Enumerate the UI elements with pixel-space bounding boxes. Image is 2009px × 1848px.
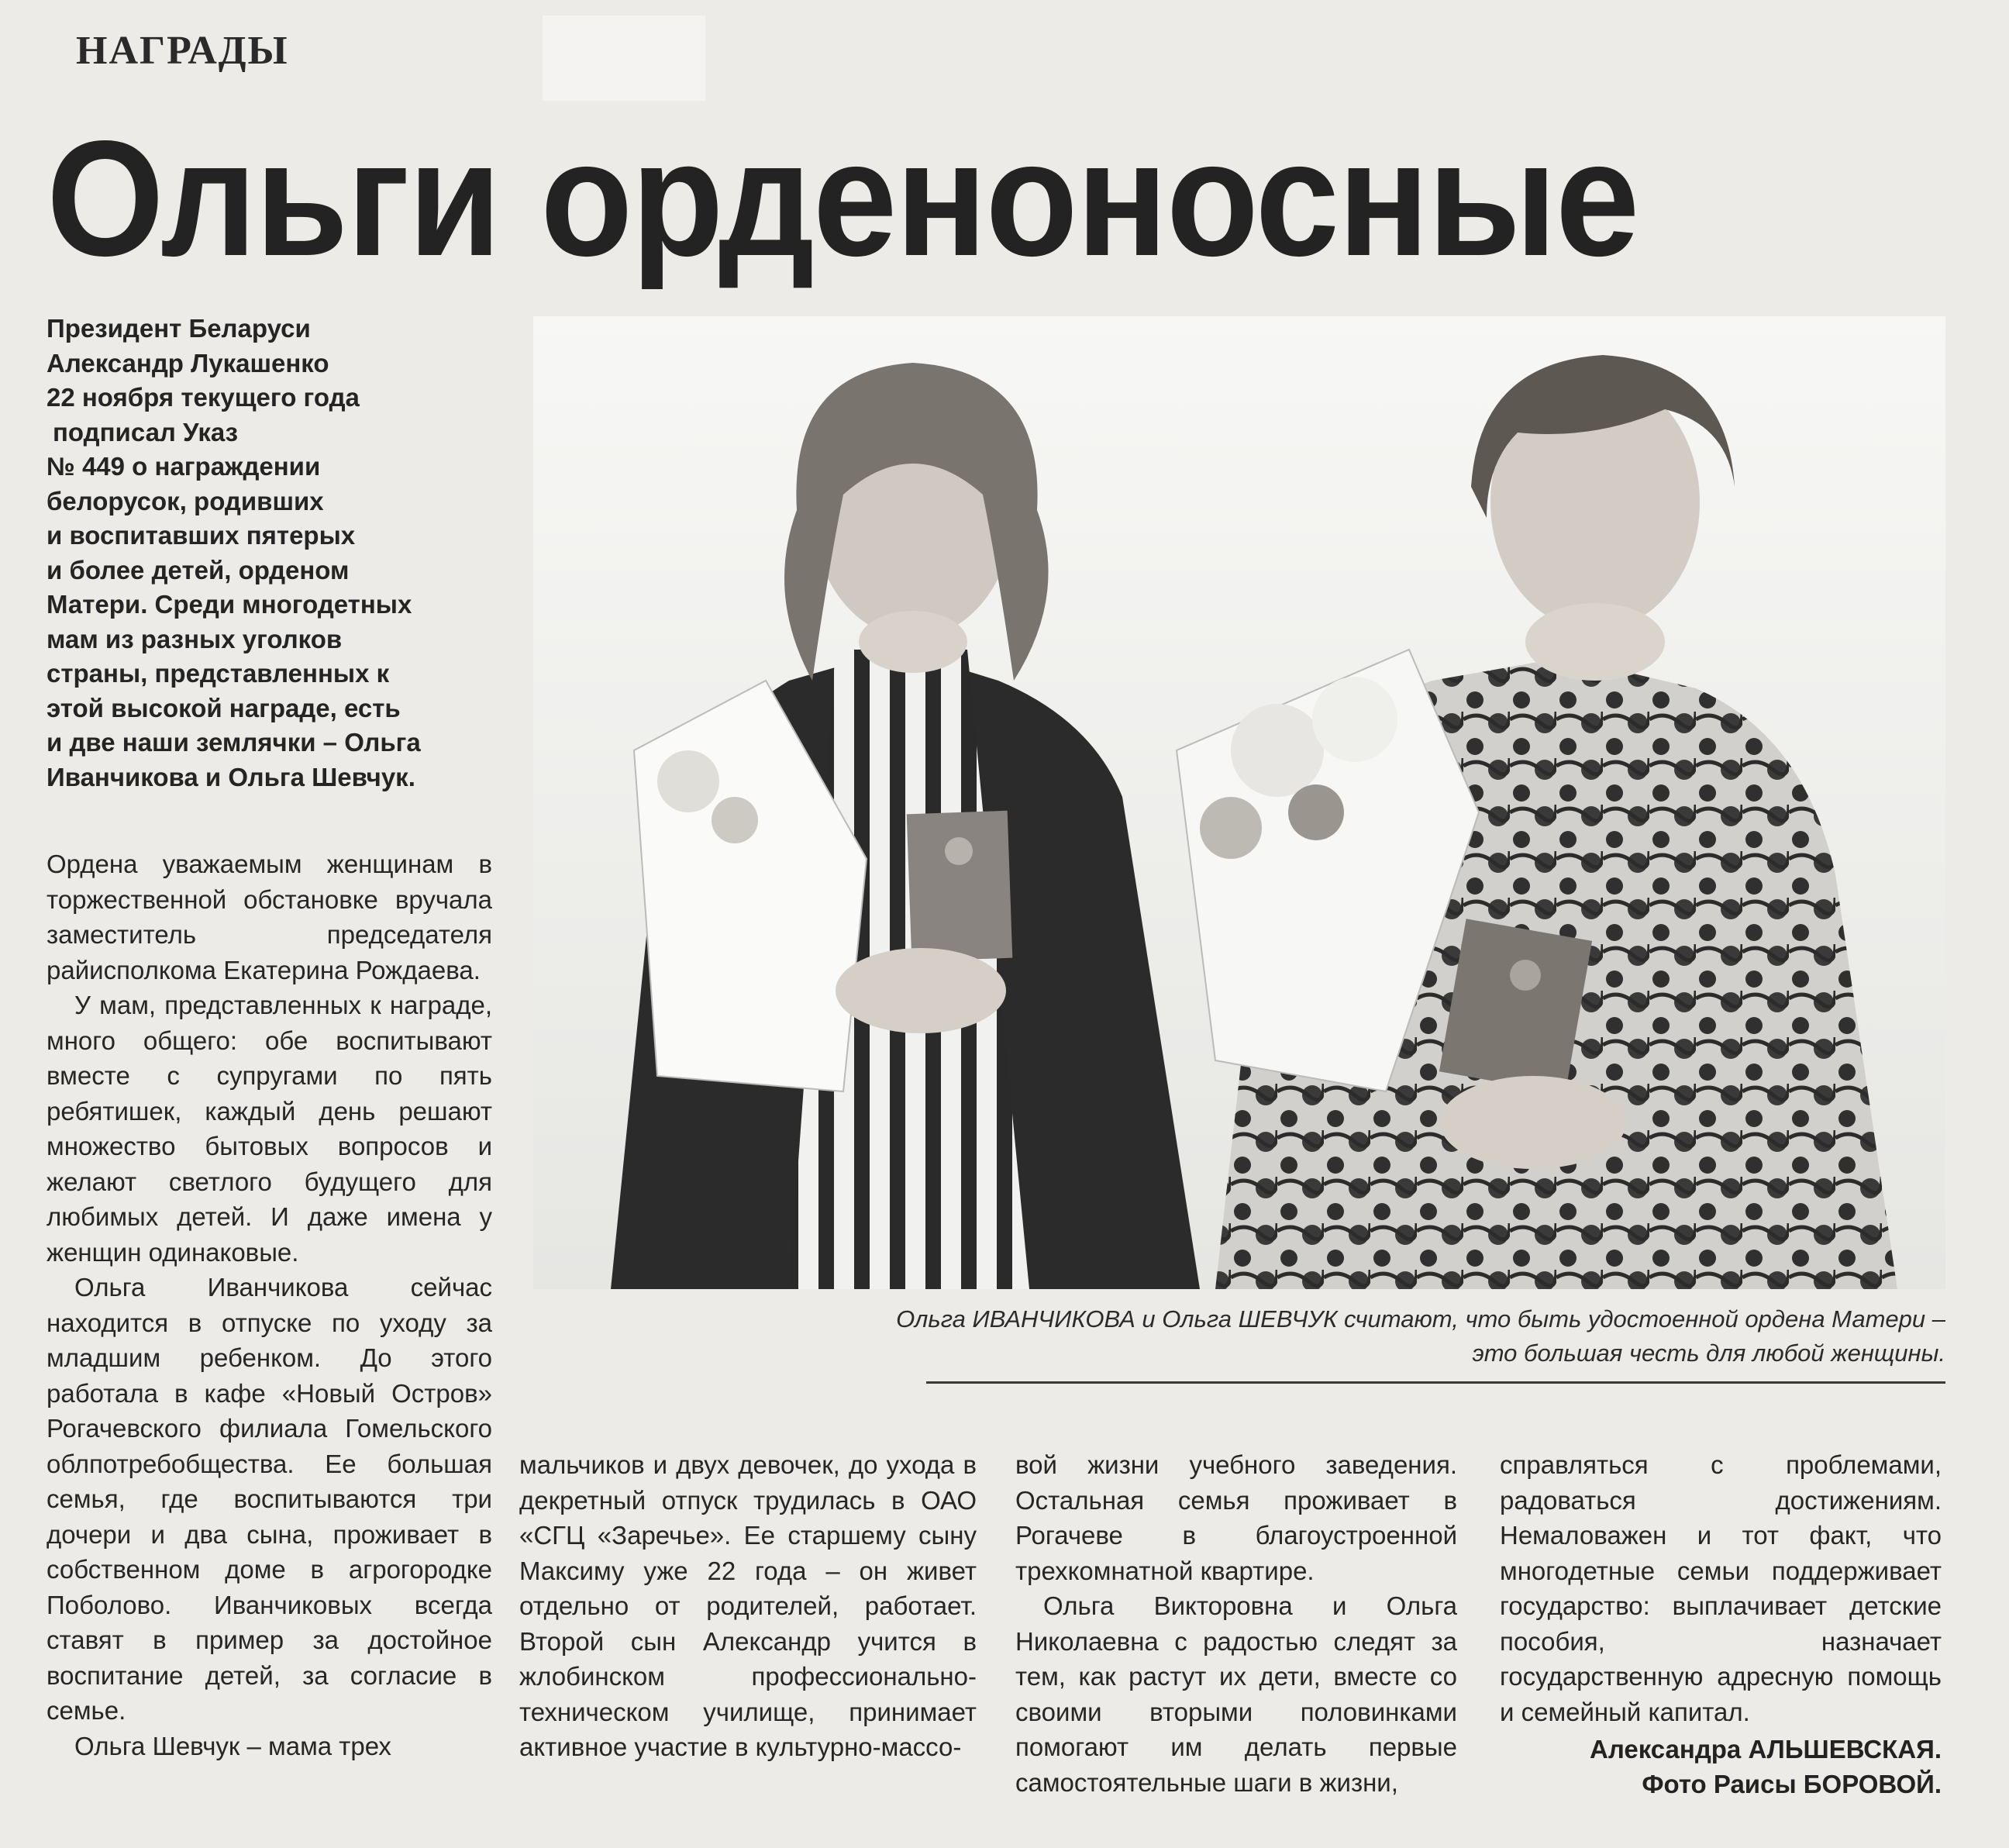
text-column-4 [1500,1447,1942,1729]
article-byline [1473,1732,1942,1801]
lead-line: Александр Лукашенко [47,348,329,378]
lead-line: подписал Указ [53,417,239,446]
lead-line: Президент Беларуси [47,314,311,343]
lead-line: и более детей, орденом [47,555,350,584]
caption-line: Ольга ИВАНЧИКОВА и Ольга ШЕВЧУК считают, что быть удостоенной ордена Матери – [896,1305,1945,1333]
text-column-2 [519,1447,977,1765]
paragraph: У мам, представленных к награде, много общего: обе воспитывают вместе с супругами по пять ребятишек, каждый день решают множество бытовых вопросов и желают светлого будущего для любимых детей. И даже имена у женщин одинаковые. [47,991,492,1267]
paragraph: Ольга Шевчук – мама трех [74,1731,391,1760]
author-name: Александра АЛЬШЕВСКАЯ. [1589,1735,1942,1764]
lead-line: № 449 о награждении [47,452,321,481]
article-lead [47,312,481,795]
lead-line: и воспитавших пятерых [47,521,356,550]
paragraph: Ольга Викторовна и Ольга Николаевна с радостью следят за тем, как растут их дети, вместе со своими вторыми половинками помогают им делать первые самостоятельные шаги в жизни, [1015,1591,1457,1797]
lead-line: мам из разных уголков [47,624,343,653]
paragraph: мальчиков и двух девочек, до ухода в декретный отпуск трудилась в ОАО «СГЦ «Заречье». Ее старшему сыну Максиму уже 22 года – он живет отдельно от родителей, работает. Второй сын Александр учится в жлобинском профессионально-техническом училище, принимает активное участие в культурно-массо- [519,1450,977,1761]
text-column-1 [47,846,492,1764]
lead-line: страны, представленных к [47,659,390,688]
caption-rule [926,1381,1945,1384]
lead-line: белорусок, родивших [47,486,324,515]
lead-line: Матери. Среди многодетных [47,590,412,619]
text-column-3 [1015,1447,1457,1800]
photo-credit: Фото Раисы БОРОВОЙ. [1642,1770,1942,1798]
lead-line: 22 ноября текущего года [47,383,360,412]
paragraph: Ольга Иванчикова сейчас находится в отпуске по уходу за младшим ребенком. До этого работала в кафе «Новый Остров» Рогачевского филиала Гомельского облпотребобщества. Ее большая семья, где воспитываются три дочери и два сына, проживает в собственном доме в агрогородке Поболово. Иванчиковых всегда ставят в пример за достойное воспитание детей, за согласие в семье. [47,1273,492,1725]
photo-caption [775,1302,1945,1370]
photo-illustration [533,316,1945,1289]
caption-line: это большая честь для любой женщины. [1472,1339,1945,1367]
paragraph: справляться с проблемами, радоваться достижениям. Немаловажен и тот факт, что многодетные семьи поддерживает государство: выплачивает детские пособия, назначает государственную адресную помощь и семейный капитал. [1500,1450,1942,1726]
section-rubric: НАГРАДЫ [76,29,289,73]
article-headline: Ольги орденоносные [47,106,1639,290]
lead-line: Иванчикова и Ольга Шевчук. [47,762,415,791]
paragraph: вой жизни учебного заведения. Остальная семья проживает в Рогачеве в благоустроенной трехкомнатной квартире. [1015,1450,1457,1585]
article-photo [533,316,1945,1289]
lead-line: и две наши землячки – Ольга [47,728,421,757]
lead-line: этой высокой награде, есть [47,693,401,722]
paper-mark [543,16,705,101]
paragraph: Ордена уважаемым женщинам в торжественной обстановке вручала заместитель председателя райисполкома Екатерина Рождаева. [47,850,492,984]
